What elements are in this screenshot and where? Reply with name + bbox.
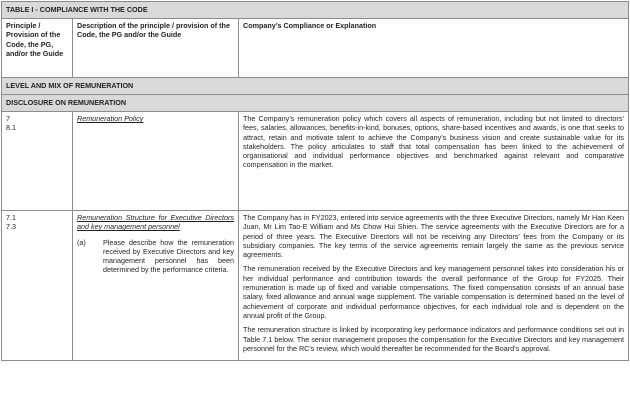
table-row (2, 211, 629, 361)
row-explanation (239, 211, 629, 361)
table-row (2, 112, 629, 211)
compliance-table (1, 1, 629, 361)
provision-number: 7.1 (6, 213, 16, 222)
explanation-paragraph: The remuneration received by the Executive Directors and key management personnel takes into consideration his or her individual performance and contribution towards the overall performance of the Group for FY2025. Their remuneration is made up of fixed and variable compensations. The fixed compensation consists of an annual base salary, fixed allowance and annual wage supplement. The variable compensation is determined based on the level of achievement of corporate and individual performance objectives, for each individual role and is dependent on the annual profit of the Group. (243, 264, 625, 320)
explanation-paragraph: The Company has in FY2023, entered into service agreements with the three Executive Directors, namely Mr Han Keen Juan, Mr Lim Tao-E William and Ms Chow Hui Shien. The service agreements with the Executive Directors are for a period of three years. The Executive Directors will not be receiving any Directors’ fees from the Company or its subsidiary companies. The key terms of the service agreements remain largely the same as the previous service agreements. (243, 213, 625, 260)
explanation-paragraph: The remuneration structure is linked by incorporating key performance indicators and performance conditions set out in Table 7.1 below. The senior management proposes the compensation for the Executive Directors and key management personnel for the RC’s review, which would thereafter be recommended for the Board’s approval. (243, 325, 625, 353)
row-explanation (239, 112, 629, 211)
header-description: Description of the principle / provision of the Code, the PG and/or the Guide (73, 19, 239, 78)
explanation-paragraph: The Company’s remuneration policy which covers all aspects of remuneration, including but not limited to directors’ fees, salaries, allowances, benefits-in-kind, bonuses, options, share-based incentives and awards, is one that seeks to attract, retain and motivate talent to achieve the Company’s business vision and create sustainable value for its stakeholders. The policy articulates to staff that total compensation has been linked to the achievement of organisational and individual performance objectives and benchmarked against relevant and comparative compensation in the market. (243, 114, 625, 170)
row-description (73, 211, 239, 361)
provision-number: 8.1 (6, 123, 16, 133)
row-numbers (2, 211, 73, 361)
table-title: TABLE I - COMPLIANCE WITH THE CODE (2, 2, 629, 19)
section-level-mix: LEVEL AND MIX OF REMUNERATION (2, 78, 629, 95)
sub-question-text: Please describe how the remuneration received by Executive Directors and key management personnel has been determined by the performance criteria. (103, 237, 234, 275)
header-principle: Principle / Provision of the Code, the PG, and/or the Guide (2, 19, 73, 78)
header-compliance: Company’s Compliance or Explanation (239, 19, 629, 78)
header-row (2, 19, 629, 78)
sub-marker: (a) (77, 237, 86, 247)
row-numbers (2, 112, 73, 211)
description-title: Remuneration Structure for Executive Directors and key management personnel (77, 213, 234, 232)
row-description (73, 112, 239, 211)
provision-number: 7 (6, 114, 10, 123)
provision-number: 7.3 (6, 222, 16, 232)
section-disclosure: DISCLOSURE ON REMUNERATION (2, 95, 629, 112)
sub-question (77, 238, 234, 275)
description-title: Remuneration Policy (77, 114, 144, 123)
